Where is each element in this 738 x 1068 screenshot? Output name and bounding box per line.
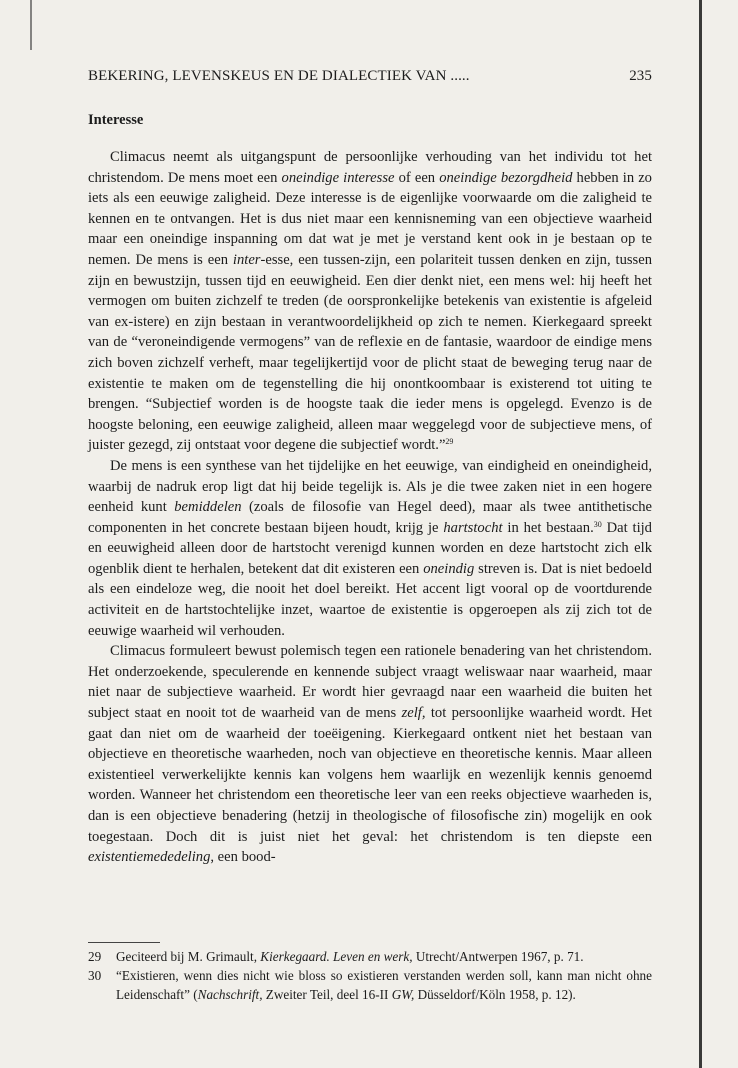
page [88, 68, 652, 868]
italic-run: oneindige bezorgdheid [439, 169, 573, 186]
body-text [88, 147, 652, 868]
text-run: in het bestaan. [502, 519, 594, 536]
scan-edge-right [699, 0, 702, 1068]
paragraph [88, 147, 652, 456]
text-run: “Existieren, wenn dies nicht wie bloss so existieren verstanden werden soll, kann man nicht ohne Leidenschaft” ( [116, 967, 652, 1002]
footnotes [88, 948, 652, 1004]
text-run: , een bood- [210, 849, 276, 866]
paragraph [88, 456, 652, 641]
text-run: tot persoonlijke waarheid wordt. Het gaat dan niet om de waarheid der toeëigening. Kierkegaard ontkent niet het bestaan van objectieve en theoretische waarheden, noch van objectieve en theoretische kennis. Maar alleen existentieel verwerkelijkte kennis kan volgens hem waarlijk en wezenlijk kennis genoemd worden. Wanneer het christendom een theoretische leer van een reeks objectieve waarheden is, dan is een objectieve benadering (hetzij in theologische of filosofische zin) mogelijk en ook toegestaan. Doch dit is juist niet het geval: het christendom is ten diepste een [88, 705, 652, 845]
text-run: of een [394, 169, 440, 186]
text-run: Climacus formuleert bewust polemisch tegen een rationele benadering van het christendom. Het onderzoekende, speculerende en kennende subject vraagt weliswaar naar waarheid, maar niet naar de subjectieve waarheid. Er wordt hier gevraagd naar een waarheid die buiten het subject staat en nooit tot de waarheid van de mens [88, 643, 652, 722]
text-run: Düsseldorf/Köln 1958, p. 12). [414, 986, 576, 1002]
scan-edge-left [30, 0, 32, 50]
text-run: Geciteerd bij M. Grimault, [116, 949, 261, 964]
running-header [88, 68, 652, 88]
italic-run: inter [232, 251, 261, 268]
text-run: -esse, een tussen-zijn, een polariteit tussen denken en zijn, tussen zijn en bewustzijn, tussen tijd en eeuwigheid. Een dier denkt niet, een mens wel: hij heeft het vermogen om buiten zichzelf te treden (de oorspronkelijke betekenis van existentie is afgeleid van ex-istere) en zijn bestaan in verantwoordelijkheid op zich te nemen. Kierkegaard spreekt van de “veroneindigende vermogens” van de reflexie en de fantasie, waardoor de eindige mens zich boven zichzelf verheft, maar tegelijkertijd voor de plicht staat de beweging terug naar de existentie te maken om de tegenstelling die hij onontkoombaar is existerend tot uiting te brengen. “Subjectief worden is de hoogste taak die ieder mens is opgelegd. Evenzo is de hoogste beloning, een eeuwige zaligheid, alleen maar weggelegd voor de subjectieve mens, of juister gezegd, zij ontstaat voor degene die subjectief wordt.” [88, 251, 652, 454]
footnote-text [116, 967, 652, 1005]
text-run: Zweiter Teil, deel 16-II [262, 986, 392, 1002]
italic-run: GW, [391, 986, 415, 1002]
page-number: 235 [629, 68, 652, 84]
italic-run: zelf, [401, 705, 426, 722]
footnote [88, 948, 652, 967]
text-run: Dat tijd en eeuwigheid alleen door de hartstocht verenigd kunnen worden en deze hartstocht zich elk ogenblik dient te herhalen, betekent dat dit existeren een [88, 519, 652, 577]
italic-run: oneindige interesse [281, 169, 395, 186]
footnote-number: 30 [88, 967, 102, 983]
footnote-rule [88, 942, 160, 943]
footnote [88, 967, 652, 1005]
text-run: (zoals de filosofie van Hegel deed), maar als twee antithetische componenten in het concrete bestaan bijeen houdt, krijg je [88, 499, 653, 536]
paragraph [88, 641, 652, 868]
footnote-number: 29 [88, 949, 102, 964]
italic-run: oneindig [423, 560, 475, 577]
footnote-text [116, 948, 652, 967]
text-run: streven is. Dat is niet bedoeld als een eindeloze weg, die nooit het doel bereikt. Het accent ligt vooral op de voortdurende activiteit en de hartstochtelijke inzet, waartoe de existentie is opgeroepen als zij zich tot de eeuwige waarheid wil verhouden. [88, 560, 652, 639]
italic-run: Kierkegaard. Leven en werk, [260, 949, 413, 964]
footnote-ref: 30 [593, 519, 602, 529]
footnote-ref: 29 [445, 437, 454, 447]
section-title: Interesse [88, 112, 144, 128]
italic-run: Nachschrift, [197, 986, 263, 1002]
text-run: Utrecht/Antwerpen 1967, p. 71. [412, 949, 584, 964]
italic-run: existentiemededeling [88, 849, 211, 866]
running-title: BEKERING, LEVENSKEUS EN DE DIALECTIEK VAN ..... [88, 68, 470, 84]
italic-run: bemiddelen [174, 499, 242, 516]
text-run: De mens is een synthese van het tijdelijke en het eeuwige, van eindigheid en oneindigheid, waarbij de nadruk erop ligt dat hij beide tegelijk is. Als je die twee zaken niet in een hogere eenheid kunt [88, 457, 652, 516]
text-run: Climacus neemt als uitgangspunt de persoonlijke verhouding van het individu tot het christendom. De mens moet een [88, 149, 652, 186]
text-run: hebben in zo iets als een eeuwige zaligheid. Deze interesse is de eigenlijke voorwaarde om die zaligheid te kennen en te ontvangen. Het is dus niet maar een kennisneming van een objectieve waarheid maar een oneindige inspanning om dat wat je met je verstand kent ook in je bestaan op te nemen. De mens is een [88, 169, 652, 268]
italic-run: hartstocht [443, 519, 503, 536]
